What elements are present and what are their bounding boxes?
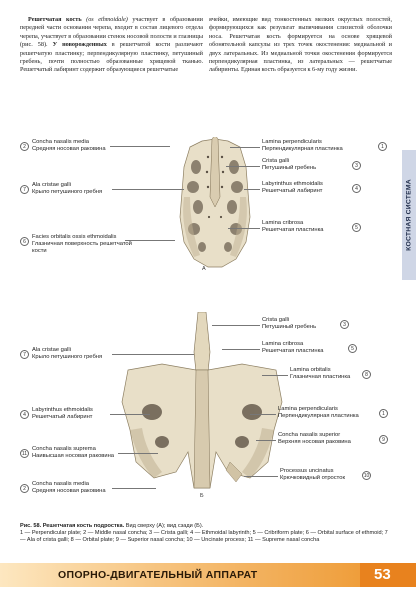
- label-cribriform-plate-a: [262, 220, 362, 234]
- label-russian: Крыло петушиного гребня: [32, 188, 103, 195]
- label-superior-concha-b: [278, 432, 378, 446]
- label-number: 3: [352, 161, 361, 170]
- label-latin: Ala cristae galli: [32, 182, 71, 188]
- label-uncinate-process-b: [280, 468, 370, 482]
- leader-line: [256, 440, 276, 441]
- label-russian: Глазничная пластинка: [290, 373, 351, 380]
- page-number: 53: [374, 566, 391, 583]
- leader-line: [244, 189, 260, 190]
- label-number: 11: [21, 451, 28, 457]
- leader-line: [228, 228, 260, 229]
- label-latin: Concha nasalis media: [32, 481, 90, 487]
- leader-line: [110, 146, 170, 147]
- label-russian: Перпендикулярная пластинка: [278, 412, 359, 419]
- label-latin: Facies orbitalis ossis ethmoidalis: [32, 234, 117, 240]
- label-latin: Crista galli: [262, 317, 290, 323]
- leader-line: [250, 414, 276, 415]
- footer-section-title: ОПОРНО-ДВИГАТЕЛЬНЫЙ АППАРАТ: [58, 569, 258, 581]
- label-number: 6: [20, 237, 29, 246]
- label-number: 10: [363, 473, 370, 479]
- term-ethmoid: Решетчатая кость: [28, 16, 82, 23]
- footer-page-box: [360, 563, 416, 587]
- body-text-right: [209, 16, 392, 75]
- leader-line: [112, 488, 156, 489]
- label-number: 5: [348, 344, 357, 353]
- figure-caption: [20, 523, 392, 544]
- leader-line: [262, 375, 288, 376]
- leader-line: [212, 325, 260, 326]
- leader-line: [222, 349, 260, 350]
- label-russian: Глазничная поверхность решетчатой кости: [32, 240, 132, 254]
- label-russian: Решетчатый лабиринт: [262, 187, 323, 194]
- leader-line: [112, 354, 194, 355]
- label-russian: Верхняя носовая раковина: [278, 438, 351, 445]
- leader-line: [226, 166, 260, 167]
- label-number: 1: [378, 142, 387, 151]
- section-side-tab: [402, 150, 416, 280]
- text-segment-tail: в решетчатой кости различают решетчатую пластинку; перпендикулярную пластинку, петушиный гребень, почти полностью образованные хрящевой тканью. Решетчатый лабиринт содержит образующиеся решетчатые: [20, 41, 203, 74]
- label-latin: Lamina perpendicularis: [278, 406, 338, 412]
- label-latin: Lamina orbitalis: [290, 367, 331, 373]
- label-number: 5: [352, 223, 361, 232]
- label-russian: Крыло петушиного гребня: [32, 353, 103, 360]
- paragraph-right: ячейки, имеющие вид тонкостенных мелких округлых полостей, формирующихся как результат выпячивания слизистой оболочки носа. Решетчатая кость формируется на основе хрящевой обонятельной капсулы из трех точек окостенения: медиальной и двух латеральных. Из медиальной точки окостенения формируется перпендикулярная пластинка, из латеральных — решетчатые лабиринты. Единая кость образуется к 6-му году жизни.: [209, 16, 392, 74]
- label-latin: Processus uncinatus: [280, 468, 334, 474]
- term-newborn: У новорожденных: [52, 41, 107, 49]
- leader-line: [244, 476, 278, 477]
- label-russian: Решетчатая пластинка: [262, 347, 324, 354]
- leader-line: [112, 189, 184, 190]
- leader-line: [118, 453, 158, 454]
- label-russian: Перпендикулярная пластинка: [262, 145, 343, 152]
- label-latin: Labyrinthus ethmoidalis: [32, 407, 93, 413]
- leader-line: [110, 414, 150, 415]
- footer-section-band: [0, 563, 360, 587]
- label-russian: Крючковидный отросток: [280, 474, 346, 481]
- label-number: 4: [352, 184, 361, 193]
- label-latin: Lamina cribrosa: [262, 220, 304, 226]
- figure-a-ethmoid-top-view: [160, 137, 270, 270]
- label-number: 7: [20, 185, 29, 194]
- crista-galli-b: [194, 312, 210, 372]
- label-latin: Labyrinthus ethmoidalis: [262, 181, 323, 187]
- label-russian: Решетчатая пластинка: [262, 226, 324, 233]
- leader-line: [230, 147, 260, 148]
- label-russian: Петушиный гребень: [262, 323, 317, 330]
- term-latin: (os ethmoidale): [86, 16, 128, 23]
- label-russian: Решетчатый лабиринт: [32, 413, 93, 420]
- label-perpendicular-plate-a: [262, 139, 382, 153]
- side-tab-label: КОСТНАЯ СИСТЕМА: [405, 179, 413, 251]
- figure-a-letter: А: [202, 266, 206, 272]
- crista-galli-a: [210, 137, 220, 207]
- label-number: 8: [362, 370, 371, 379]
- label-cribriform-plate-b: [262, 341, 362, 355]
- caption-view: Вид сверху (А); вид сзади (Б).: [124, 523, 204, 529]
- label-russian: Наивысшая носовая раковина: [32, 452, 115, 459]
- label-number: 2: [20, 484, 29, 493]
- label-number: 9: [379, 435, 388, 444]
- paragraph-left: [20, 16, 203, 75]
- label-orbital-surface-a: [32, 234, 132, 254]
- text-segment: участвует в образовании передней части основания черепа, входит в состав лицевого отдела черепа, участвует в образовании стенок носовой полости и глазницы (рис. 58).: [20, 16, 203, 49]
- label-latin: Lamina perpendicularis: [262, 139, 322, 145]
- label-latin: Ala cristae galli: [32, 347, 71, 353]
- perpendicular-plate-b: [194, 370, 210, 488]
- label-russian: Средняя носовая раковина: [32, 487, 106, 494]
- label-latin: Concha nasalis suprema: [32, 446, 96, 452]
- label-number: 3: [340, 320, 349, 329]
- leader-line: [125, 240, 175, 241]
- label-number: 7: [20, 350, 29, 359]
- figure-b-ethmoid-posterior-view: [118, 312, 286, 490]
- label-number: 1: [379, 409, 388, 418]
- label-number: 2: [20, 142, 29, 151]
- label-latin: Concha nasalis media: [32, 139, 90, 145]
- label-latin: Lamina cribrosa: [262, 341, 304, 347]
- caption-title: Рис. 58. Решетчатая кость подростка.: [20, 523, 125, 529]
- label-latin: Concha nasalis superior: [278, 432, 341, 438]
- label-russian: Петушиный гребень: [262, 164, 317, 171]
- caption-legend: 1 — Perpendicular plate; 2 — Middle nasal concha; 3 — Crista galli; 4 — Ethmoidal labyrinth; 5 — Cribriform plate; 6 — Orbital surface of ethmoid; 7 — Ala of crista galli; 8 — Orbital plate; 9 — Superior nasal concha; 10 — Uncinate process; 11 — Supreme nasal concha: [20, 530, 388, 543]
- label-russian: Средняя носовая раковина: [32, 145, 106, 152]
- body-text-left: [20, 16, 203, 75]
- page-footer: [0, 563, 416, 587]
- label-crista-galli-b: [262, 317, 352, 331]
- figure-b-letter: Б: [200, 493, 204, 499]
- label-latin: Crista galli: [262, 158, 290, 164]
- label-perpendicular-plate-b: [278, 406, 378, 420]
- label-number: 4: [20, 410, 29, 419]
